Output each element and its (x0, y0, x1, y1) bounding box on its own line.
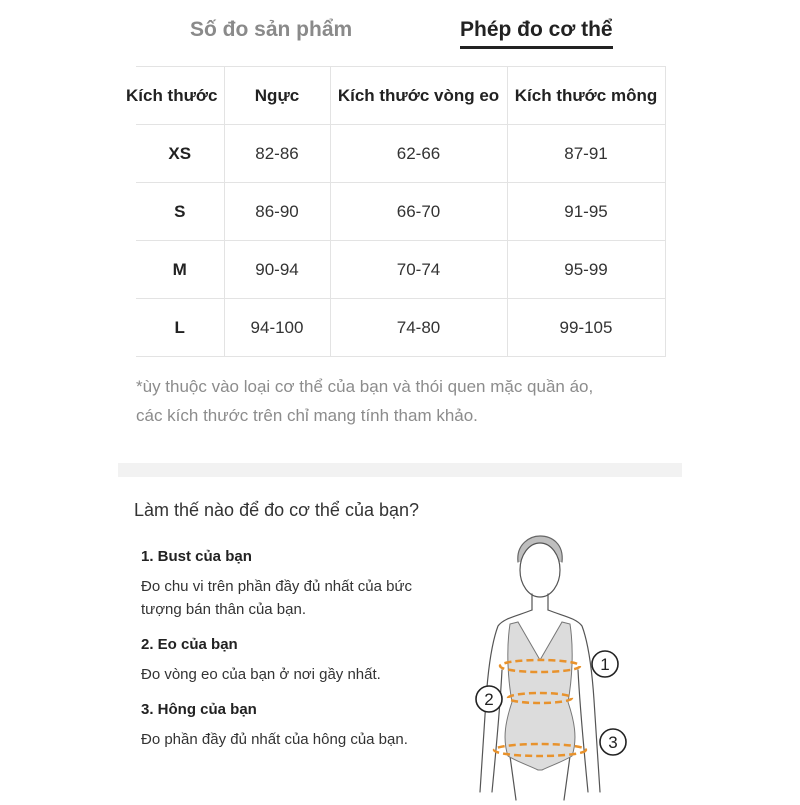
hip-cell: 87-91 (507, 125, 665, 183)
table-row (136, 299, 665, 357)
step-description: Đo phần đầy đủ nhất của hông của bạn. (141, 731, 408, 748)
step-description: Đo vòng eo của bạn ở nơi gầy nhất. (141, 666, 381, 683)
note-line: các kích thước trên chỉ mang tính tham khảo. (136, 406, 478, 425)
bust-cell: 90-94 (224, 241, 330, 299)
waist-cell: 62-66 (330, 125, 507, 183)
hip-cell: 99-105 (507, 299, 665, 357)
tab-product-measurements[interactable]: Số đo sản phẩm (190, 18, 353, 41)
body-measurement-figure (462, 530, 642, 800)
step-hip (141, 701, 431, 751)
size-cell: S (136, 183, 224, 241)
table-row (136, 125, 665, 183)
column-header-hip: Kích thước mông (507, 67, 665, 125)
size-cell: L (136, 299, 224, 357)
column-header-bust: Ngực (224, 67, 330, 125)
marker-waist (476, 686, 502, 712)
size-disclaimer-note (136, 372, 676, 430)
step-title: 3. Hông của bạn (141, 701, 257, 718)
size-cell: XS (136, 125, 224, 183)
body-figure-illustration (462, 530, 642, 800)
svg-text:3: 3 (608, 733, 618, 752)
bust-cell: 86-90 (224, 183, 330, 241)
step-description: Đo chu vi trên phần đầy đủ nhất của bức tượng bán thân của bạn. (141, 578, 413, 618)
step-title: 1. Bust của bạn (141, 548, 252, 565)
tab-body-measurements[interactable]: Phép đo cơ thể (460, 18, 613, 49)
step-title: 2. Eo của bạn (141, 636, 238, 653)
size-table (126, 66, 666, 357)
svg-text:1: 1 (600, 655, 610, 674)
step-waist (141, 636, 431, 686)
howto-title: Làm thế nào để đo cơ thể của bạn? (134, 500, 420, 520)
measurement-tabs (0, 14, 800, 54)
marker-bust (592, 651, 618, 677)
waist-cell: 66-70 (330, 183, 507, 241)
table-row (136, 241, 665, 299)
column-header-waist: Kích thước vòng eo (330, 67, 507, 125)
column-header-size: Kích thước (136, 67, 224, 125)
section-divider (118, 463, 682, 477)
svg-text:2: 2 (484, 690, 494, 709)
size-cell: M (136, 241, 224, 299)
marker-hip (600, 729, 626, 755)
hip-cell: 91-95 (507, 183, 665, 241)
step-bust (141, 548, 431, 621)
waist-cell: 70-74 (330, 241, 507, 299)
bust-cell: 94-100 (224, 299, 330, 357)
table-header-row (136, 67, 665, 125)
bust-cell: 82-86 (224, 125, 330, 183)
note-line: *ùy thuộc vào loại cơ thể của bạn và thói quen mặc quần áo, (136, 377, 594, 396)
waist-cell: 74-80 (330, 299, 507, 357)
table-row (136, 183, 665, 241)
size-table-container (126, 66, 665, 355)
hip-cell: 95-99 (507, 241, 665, 299)
